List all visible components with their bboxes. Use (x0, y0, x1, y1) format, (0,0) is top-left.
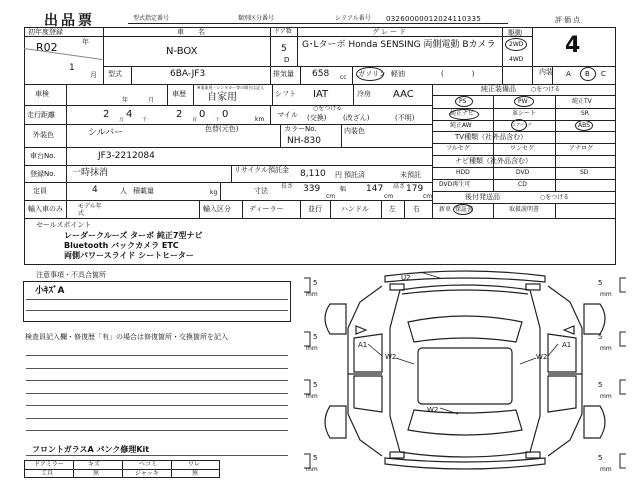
mark-a1-left: A1 (358, 341, 368, 349)
equip-sr: SR (581, 110, 589, 117)
first-reg-month: 1 (69, 63, 75, 73)
capacity-value: 4 (92, 185, 98, 195)
rear-mid-right-value: 5 (598, 381, 603, 389)
rear-right-value: 5 (598, 454, 603, 462)
inspection-label: 車検 (35, 90, 49, 98)
mark-a1-right: A1 (562, 341, 572, 349)
ac-value: AAC (393, 89, 414, 100)
height-value: 179 (406, 184, 424, 194)
mileage-unit-ju: 十 (215, 117, 221, 123)
equip-pw: PW (518, 98, 528, 105)
rear-right-unit: mm (600, 466, 612, 473)
serial-number: 032600000120241103​35 (386, 15, 482, 23)
interior-color-label: 内装色 (344, 127, 365, 135)
sales-point-line-3: 両側パワースライド シートヒーター (64, 251, 194, 260)
displacement-unit: cc (340, 74, 347, 81)
mile-label: マイル (277, 111, 298, 119)
mileage-swap: (交換) (307, 114, 327, 122)
rear-left-unit: mm (306, 466, 318, 473)
length-unit: cm (326, 193, 336, 200)
car-name-value: N-BOX (166, 46, 198, 57)
equipment-header: 純正装備品 (481, 85, 516, 93)
sales-point-line-1: レーダークルーズ ターボ 純正7型ナビ (64, 231, 203, 240)
front-right-value: 5 (598, 279, 603, 287)
navi-type-title: ナビ種類（社外品含む） (455, 157, 532, 165)
mileage-unit-sen: 千 (142, 117, 148, 123)
interior-grade-b: B (585, 70, 590, 78)
first-reg-label: 初年度登録 (28, 28, 63, 36)
first-reg-year-unit: 年 (82, 38, 89, 46)
rear-shipping-title: 後付発送品 (465, 193, 500, 201)
mileage-unknown: (不明) (395, 114, 415, 122)
handle-right: 右 (413, 205, 420, 213)
equip-tv: 純正TV (572, 98, 592, 105)
chassis-value: JF3-2212084 (98, 151, 155, 161)
type-cert-label: 型式指定番号 (133, 15, 170, 22)
color-label: 外装色 (33, 131, 54, 139)
drive-label: 駆動 (508, 29, 522, 37)
mileage-digit-5: 0 (222, 109, 229, 120)
cd-label: CD (518, 181, 527, 188)
dvd-play-label: DVD再生可 (439, 181, 471, 188)
front-left-value: 5 (313, 279, 318, 287)
ac-label: 冷房 (357, 90, 371, 98)
doors-unit: D (284, 56, 290, 64)
equip-navi: 純正ナビ (450, 110, 475, 117)
interior-grade-c: C (601, 70, 606, 78)
mid-left-unit: mm (306, 345, 318, 352)
class-label: 類別区分番号 (238, 15, 275, 22)
fuel-gasoline: ガソリン (358, 70, 386, 78)
equip-leather: 革シート (512, 110, 537, 117)
fuel-other: ( ) (441, 70, 475, 78)
history-label: 車歴 (172, 90, 186, 98)
navi-hdd: HDD (456, 169, 470, 176)
chassis-label: 車台No. (30, 152, 56, 160)
recycle-unit: 円 (335, 171, 342, 179)
front-left-unit: mm (306, 291, 318, 298)
manual-instructions: 取扱説明書 (509, 206, 540, 213)
import-dealer: ディーラー (249, 205, 284, 213)
model-label: 型式 (108, 70, 122, 78)
fuel-diesel: 軽油 (391, 70, 405, 78)
capacity-unit: 人 (120, 187, 127, 195)
inspection-month-unit: 月 (148, 97, 155, 104)
shift-label: シフト (275, 90, 296, 98)
mileage-unit-hyaku: 百 (192, 117, 198, 123)
tv-analog: アナログ (569, 145, 594, 152)
drive-2wd: 2WD (509, 41, 524, 48)
recycle-label: リサイクル預託金 (234, 166, 290, 174)
tv-type-title: TV種類（社外品含む） (455, 133, 528, 141)
windshield-note: フロントガラスA パンク修理Kit (32, 445, 150, 454)
mileage-circle-note: ○をつける (313, 105, 343, 112)
width-unit: cm (384, 193, 394, 200)
rear-circle-note: ○をつける (540, 194, 570, 201)
dims-label: 寸法 (254, 187, 268, 195)
mid-right-unit: mm (600, 345, 612, 352)
sales-point-label: セールスポイント (36, 221, 92, 229)
navi-sd: SD (580, 169, 589, 176)
notes-handwritten: 小ｷｽﾞA (35, 286, 65, 296)
inspection-year-unit: 年 (122, 97, 129, 104)
recycle-value: 8,110 (300, 169, 326, 179)
rear-mid-right-unit: mm (600, 393, 612, 400)
legend-tool: 工具 (41, 470, 54, 477)
recycle-undeposited: 未預託 (400, 171, 421, 179)
equipment-circle-note: ○をつける (531, 86, 561, 93)
displacement-label: 排気量 (273, 70, 294, 78)
legend-crack: ワレ (188, 461, 201, 468)
mileage-digit-3: 2 (176, 109, 183, 120)
handle-label: ハンドル (341, 205, 369, 213)
registration-label: 登録No. (30, 170, 56, 178)
serial-label: シリアル番号 (335, 15, 371, 22)
mark-w2-left: W2 (385, 353, 397, 361)
equip-abs: ABS (578, 122, 590, 129)
car-name-label: 車名 (177, 28, 219, 36)
height-label: 高さ (393, 183, 406, 190)
color-code-label: カラーNo. (284, 125, 317, 133)
car-damage-diagram (290, 268, 640, 480)
rear-mid-left-unit: mm (306, 393, 318, 400)
form-title: 出品票 (44, 13, 95, 29)
length-label: 長さ (281, 183, 294, 190)
mark-u2-front: U2 (401, 274, 411, 282)
interior-label: 内装 (539, 68, 553, 76)
capacity-label: 定員 (33, 187, 47, 195)
color-code: NH-830 (287, 136, 321, 146)
grade-value: G･Lターボ Honda SENSING 両側電動 Bカメラ (302, 40, 496, 50)
sales-point-line-2: Bluetooth バックカメラ ETC (64, 241, 179, 250)
legend-none-2: 無 (192, 470, 199, 477)
front-right-unit: mm (600, 291, 612, 298)
recycle-deposited: 預託済 (344, 171, 365, 179)
shift-value: IAT (313, 89, 329, 100)
mileage-digit-2: 4 (126, 109, 133, 120)
score-label: 評価点 (555, 16, 582, 24)
mileage-digit-4: 0 (199, 109, 206, 120)
load-unit: kg (210, 189, 218, 196)
equip-airbag: エアバッグ (512, 122, 532, 127)
import-type-label: 輸入区分 (203, 205, 231, 213)
doors-value: 5 (281, 44, 287, 54)
legend-scratch: キズ (88, 461, 100, 468)
rear-mid-left-value: 5 (313, 381, 318, 389)
history-value: 自家用 (207, 92, 237, 103)
legend-jack: ジャッキ (135, 470, 159, 477)
mileage-unit-man: 万 (119, 117, 125, 123)
manual-new: 新車 (439, 206, 452, 213)
rear-left-value: 5 (313, 454, 318, 462)
width-value: 147 (366, 184, 384, 194)
model-value: 6BA-JF3 (170, 69, 206, 79)
length-value: 339 (303, 184, 321, 194)
legend-mirror: ドアミラー (34, 461, 64, 468)
equip-aw: 純正AW (450, 122, 472, 129)
height-unit: cm (423, 193, 433, 200)
legend-none-1: 無 (93, 470, 100, 477)
legend-dent: ヘコミ (139, 461, 158, 468)
handle-left: 左 (389, 205, 396, 213)
mileage-label: 走行距離 (27, 111, 55, 119)
grade-label: グレード (372, 28, 408, 36)
navi-dvd: DVD (516, 169, 530, 176)
model-year-label: モデル年式 (78, 203, 102, 217)
drive-4wd: 4WD (509, 56, 524, 63)
import-label: 輸入車のみ (28, 205, 63, 213)
registration-value: 一時抹消 (72, 168, 109, 178)
tv-oneseg: ワンセグ (510, 145, 535, 152)
mark-w2-right: W2 (536, 353, 548, 361)
mark-w2-rear: W2 (427, 406, 439, 414)
tv-fullseg: フルセグ (446, 145, 470, 152)
width-label: 幅 (340, 186, 347, 193)
first-reg-month-unit: 月 (90, 71, 97, 79)
first-reg-year: R02 (36, 41, 58, 54)
equip-ps: PS (459, 98, 467, 105)
score-value: 4 (565, 33, 581, 58)
interior-grade-a: A (566, 70, 571, 78)
mileage-tamper: (改ざん) (343, 114, 370, 122)
history-note: ※事業用・レンタカー等の場合は記入 (197, 85, 265, 90)
load-label: 積載量 (133, 187, 154, 195)
mid-left-value: 5 (313, 333, 318, 341)
displacement-value: 658 (312, 69, 330, 79)
doors-label: ドア数 (274, 28, 292, 35)
mileage-digit-1: 2 (103, 109, 110, 120)
orig-color-label: 色替(元色) (205, 125, 239, 133)
mid-right-value: 5 (598, 333, 603, 341)
mileage-unit-km: km (255, 116, 265, 123)
manual-warranty: 保証書 (455, 206, 474, 213)
inspector-label: 検査員記入欄・修復歴「有」の場合は修復箇所・交換箇所を記入 (25, 333, 228, 341)
notes-label: 注意事項・不具合箇所 (36, 271, 106, 279)
import-parallel: 並行 (308, 205, 322, 213)
color-value: シルバー (88, 128, 124, 138)
